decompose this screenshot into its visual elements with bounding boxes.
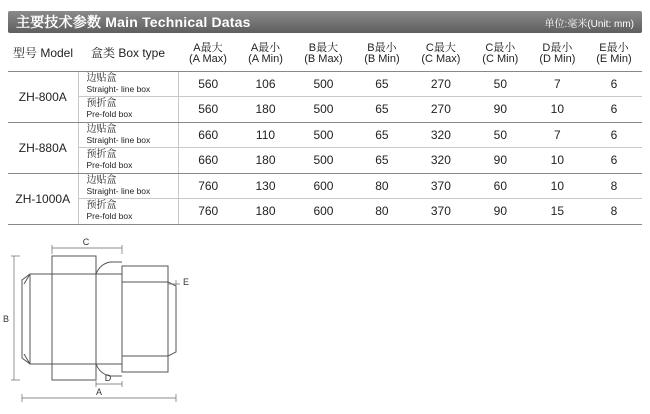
value-cell: 90	[472, 199, 529, 225]
col-b-max: B最大 (B Max)	[293, 37, 354, 71]
unit-label: 单位:毫米(Unit: mm)	[544, 18, 634, 30]
glue-flap	[24, 274, 30, 284]
value-cell: 90	[472, 148, 529, 174]
value-cell: 8	[586, 199, 642, 225]
value-cell: 6	[586, 122, 642, 148]
col-b-min: B最小 (B Min)	[354, 37, 410, 71]
header-row	[8, 37, 642, 71]
value-cell: 6	[586, 97, 642, 123]
value-cell: 15	[529, 199, 586, 225]
value-cell: 65	[354, 97, 410, 123]
value-cell: 110	[238, 122, 293, 148]
value-cell: 180	[238, 199, 293, 225]
col-d-min: D最小 (D Min)	[529, 37, 586, 71]
table-row	[8, 71, 642, 97]
value-cell: 50	[472, 122, 529, 148]
value-cell: 560	[178, 71, 238, 97]
value-cell: 60	[472, 173, 529, 199]
box-dieline-diagram	[0, 236, 200, 408]
value-cell: 500	[293, 148, 354, 174]
value-cell: 270	[410, 97, 472, 123]
col-box-type: 盒类 Box type	[78, 37, 178, 71]
col-c-max: C最大 (C Max)	[410, 37, 472, 71]
value-cell: 65	[354, 71, 410, 97]
value-cell: 500	[293, 122, 354, 148]
value-cell: 50	[472, 71, 529, 97]
value-cell: 760	[178, 199, 238, 225]
table-row	[8, 122, 642, 148]
value-cell: 8	[586, 173, 642, 199]
table-row	[8, 97, 642, 123]
page-title: 主要技术参数 Main Technical Datas	[16, 14, 251, 30]
value-cell: 10	[529, 173, 586, 199]
value-cell: 65	[354, 122, 410, 148]
value-cell: 10	[529, 97, 586, 123]
value-cell: 370	[410, 173, 472, 199]
value-cell: 500	[293, 97, 354, 123]
table-row	[8, 173, 642, 199]
dust-flap	[96, 262, 122, 274]
value-cell: 6	[586, 71, 642, 97]
model-name: ZH-880A	[8, 122, 78, 173]
value-cell: 80	[354, 173, 410, 199]
glue-flap	[24, 354, 30, 364]
col-e-min: E最小 (E Min)	[586, 37, 642, 71]
model-name: ZH-800A	[8, 71, 78, 122]
value-cell: 370	[410, 199, 472, 225]
value-cell: 7	[529, 122, 586, 148]
dim-a-label: A	[95, 387, 103, 397]
dim-b-label: B	[2, 314, 10, 324]
value-cell: 660	[178, 148, 238, 174]
dieline-outline	[22, 256, 176, 380]
model-name: ZH-1000A	[8, 173, 78, 224]
table-row	[8, 199, 642, 225]
box-type-cell: 预折盒 Pre-fold box	[78, 97, 178, 123]
value-cell: 80	[354, 199, 410, 225]
col-a-min: A最小 (A Min)	[238, 37, 293, 71]
value-cell: 600	[293, 173, 354, 199]
col-c-min: C最小 (C Min)	[472, 37, 529, 71]
value-cell: 10	[529, 148, 586, 174]
value-cell: 600	[293, 199, 354, 225]
value-cell: 106	[238, 71, 293, 97]
value-cell: 180	[238, 148, 293, 174]
value-cell: 90	[472, 97, 529, 123]
value-cell: 500	[293, 71, 354, 97]
value-cell: 270	[410, 71, 472, 97]
dim-e-label: E	[182, 277, 190, 287]
value-cell: 320	[410, 122, 472, 148]
box-type-cell: 预折盒 Pre-fold box	[78, 199, 178, 225]
value-cell: 65	[354, 148, 410, 174]
value-cell: 7	[529, 71, 586, 97]
value-cell: 660	[178, 122, 238, 148]
box-type-cell: 边贴盒 Straight- line box	[78, 173, 178, 199]
dim-d-label: D	[104, 373, 112, 383]
box-type-cell: 边贴盒 Straight- line box	[78, 71, 178, 97]
box-type-cell: 预折盒 Pre-fold box	[78, 148, 178, 174]
col-model: 型号 Model	[8, 37, 78, 71]
table-row	[8, 148, 642, 174]
value-cell: 6	[586, 148, 642, 174]
title-bar	[8, 11, 642, 33]
box-type-cell: 边贴盒 Straight- line box	[78, 122, 178, 148]
dim-c-label: C	[82, 237, 90, 247]
spec-table	[8, 37, 642, 225]
value-cell: 760	[178, 173, 238, 199]
value-cell: 180	[238, 97, 293, 123]
col-a-max: A最大 (A Max)	[178, 37, 238, 71]
value-cell: 130	[238, 173, 293, 199]
value-cell: 560	[178, 97, 238, 123]
value-cell: 320	[410, 148, 472, 174]
